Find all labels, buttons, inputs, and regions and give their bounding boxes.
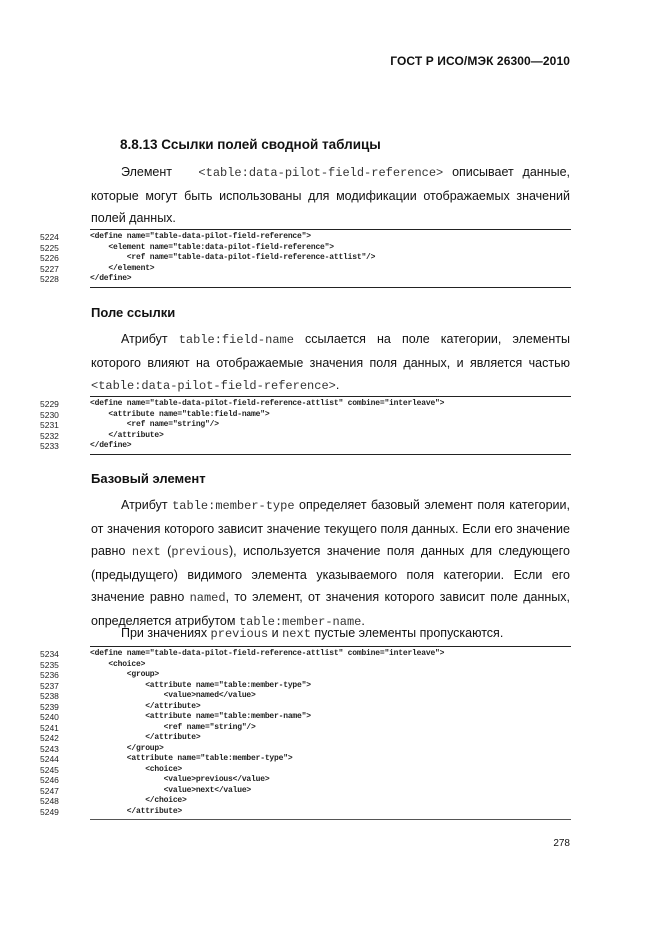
- intro-code: <table:data-pilot-field-reference>: [198, 166, 444, 180]
- line-number: 5226: [40, 253, 59, 263]
- code-block-2: [40, 396, 571, 455]
- code-line: [40, 733, 571, 744]
- code-text: <attribute name="table:member-type">: [90, 680, 311, 690]
- subsection-title-base-element: Базовый элемент: [91, 471, 206, 486]
- line-number: 5229: [40, 399, 59, 409]
- code-line: [40, 264, 571, 275]
- code-line: [40, 232, 571, 243]
- code-line: [40, 786, 571, 797]
- code-text: <define name="table-data-pilot-field-reference">: [90, 232, 311, 241]
- intro-paragraph: [91, 161, 570, 230]
- line-number: 5233: [40, 441, 59, 451]
- code-text: <ref name="string"/>: [90, 420, 219, 429]
- code-line: [40, 712, 571, 723]
- document-header: ГОСТ Р ИСО/МЭК 26300—2010: [390, 54, 570, 68]
- code-line: [40, 681, 571, 692]
- member-type-code-previous: previous: [171, 545, 229, 559]
- skip-text-a: При значениях: [121, 626, 211, 640]
- member-type-paragraph: [91, 494, 570, 633]
- field-name-code2: <table:data-pilot-field-reference>: [91, 379, 336, 393]
- line-number: 5238: [40, 691, 59, 701]
- field-name-lead: Атрибут: [121, 332, 168, 346]
- code-text: <ref name="string"/>: [90, 722, 256, 732]
- code-block-1: [40, 229, 571, 288]
- code-line: [40, 702, 571, 713]
- code-line: [40, 670, 571, 681]
- code-text: <define name="table-data-pilot-field-reference-attlist" combine="interleave">: [90, 649, 445, 658]
- code-line: [40, 649, 571, 660]
- code-rule-bottom: [90, 287, 571, 288]
- field-name-code: table:field-name: [178, 333, 294, 347]
- skip-code-previous: previous: [210, 627, 269, 641]
- line-number: 5236: [40, 670, 59, 680]
- code-text: </choice>: [90, 796, 187, 805]
- member-type-end: .: [361, 613, 365, 628]
- line-number: 5245: [40, 764, 59, 775]
- skip-text-c: пустые элементы пропускаются.: [310, 626, 504, 640]
- line-number: 5243: [40, 743, 59, 754]
- code-text: <choice>: [90, 764, 183, 774]
- code-text: </element>: [90, 263, 155, 273]
- member-type-text-d: , то элемент, от значения которого зависит поле данных, определяется атрибутом: [91, 590, 570, 628]
- code-line: [40, 691, 571, 702]
- code-text: </define>: [90, 274, 132, 283]
- field-name-paragraph: [91, 328, 570, 398]
- skip-code-next: next: [282, 627, 311, 641]
- member-type-lead: Атрибут: [121, 498, 168, 512]
- code-lines: [40, 647, 571, 819]
- intro-rest: описывает данные, которые могут быть использованы для модификации отображаемых значений полей данных.: [91, 165, 570, 225]
- subsection-title-field-reference: Поле ссылки: [91, 305, 176, 320]
- code-text: <value>previous</value>: [90, 775, 270, 784]
- code-line: [40, 253, 571, 264]
- code-lines: [40, 230, 571, 287]
- member-type-code-member-name: table:member-name: [238, 614, 362, 629]
- code-line: [40, 274, 571, 285]
- code-text: <value>named</value>: [90, 691, 256, 700]
- field-name-end: .: [335, 378, 340, 392]
- line-number: 5237: [40, 680, 59, 691]
- line-number: 5225: [40, 242, 59, 253]
- code-text: </define>: [90, 441, 132, 450]
- code-rule-bottom: [90, 454, 571, 455]
- code-text: <choice>: [90, 659, 146, 669]
- code-text: </group>: [90, 743, 164, 753]
- line-number: 5244: [40, 754, 59, 764]
- line-number: 5227: [40, 263, 59, 274]
- member-type-text-c: ), используется значение поля данных для следующего (предыдущего) видимого элемента указываемого поля категории. Если его значение равно: [91, 544, 570, 604]
- code-text: </attribute>: [90, 806, 183, 816]
- code-line: [40, 775, 571, 786]
- code-line: [40, 243, 571, 254]
- code-text: <element name="table:data-pilot-field-reference">: [90, 242, 334, 252]
- code-line: [40, 399, 571, 410]
- intro-lead: Элемент: [121, 165, 172, 179]
- line-number: 5228: [40, 274, 59, 284]
- code-line: [40, 796, 571, 807]
- code-line: [40, 744, 571, 755]
- line-number: 5247: [40, 785, 59, 796]
- member-type-text-a: определяет базовый элемент поля категории, от значения которого зависит значение текущего поля данных. Если его значение равно: [91, 498, 570, 558]
- field-name-rest: ссылается на поле категории, элементы которого влияют на отображаемые значения поля данных, и является частью: [91, 332, 570, 370]
- code-line: [40, 410, 571, 421]
- code-text: <ref name="table-data-pilot-field-reference-attlist"/>: [90, 253, 376, 262]
- line-number: 5241: [40, 722, 59, 733]
- code-line: [40, 754, 571, 765]
- code-line: [40, 660, 571, 671]
- code-text: </attribute>: [90, 430, 164, 440]
- code-lines: [40, 397, 571, 454]
- line-number: 5240: [40, 712, 59, 722]
- code-text: <attribute name="table:member-type">: [90, 754, 293, 763]
- line-number: 5235: [40, 659, 59, 670]
- line-number: 5242: [40, 733, 59, 743]
- skip-empty-paragraph: [91, 622, 570, 646]
- member-type-code-named: named: [189, 591, 226, 605]
- member-type-code-next: next: [131, 545, 161, 559]
- code-rule-bottom: [90, 819, 571, 820]
- line-number: 5246: [40, 775, 59, 785]
- line-number: 5234: [40, 649, 59, 659]
- line-number: 5248: [40, 796, 59, 806]
- member-type-code: table:member-type: [172, 499, 295, 513]
- code-line: [40, 765, 571, 776]
- code-line: [40, 723, 571, 734]
- code-text: <attribute name="table:field-name">: [90, 409, 270, 419]
- code-block-3: [40, 646, 571, 820]
- section-title: 8.8.13 Ссылки полей сводной таблицы: [120, 137, 381, 152]
- code-line: [40, 420, 571, 431]
- line-number: 5224: [40, 232, 59, 242]
- code-text: <group>: [90, 670, 160, 679]
- code-line: [40, 441, 571, 452]
- code-text: </attribute>: [90, 733, 201, 742]
- line-number: 5230: [40, 409, 59, 420]
- code-text: <value>next</value>: [90, 785, 252, 795]
- code-line: [40, 807, 571, 818]
- line-number: 5249: [40, 806, 59, 817]
- line-number: 5232: [40, 430, 59, 441]
- line-number: 5239: [40, 701, 59, 712]
- member-type-text-b: (: [160, 544, 172, 558]
- code-text: <attribute name="table:member-name">: [90, 712, 311, 721]
- skip-text-b: и: [268, 626, 283, 640]
- code-text: </attribute>: [90, 701, 201, 711]
- line-number: 5231: [40, 420, 59, 430]
- code-text: <define name="table-data-pilot-field-reference-attlist" combine="interleave">: [90, 399, 445, 408]
- code-line: [40, 431, 571, 442]
- page-number: 278: [553, 838, 570, 849]
